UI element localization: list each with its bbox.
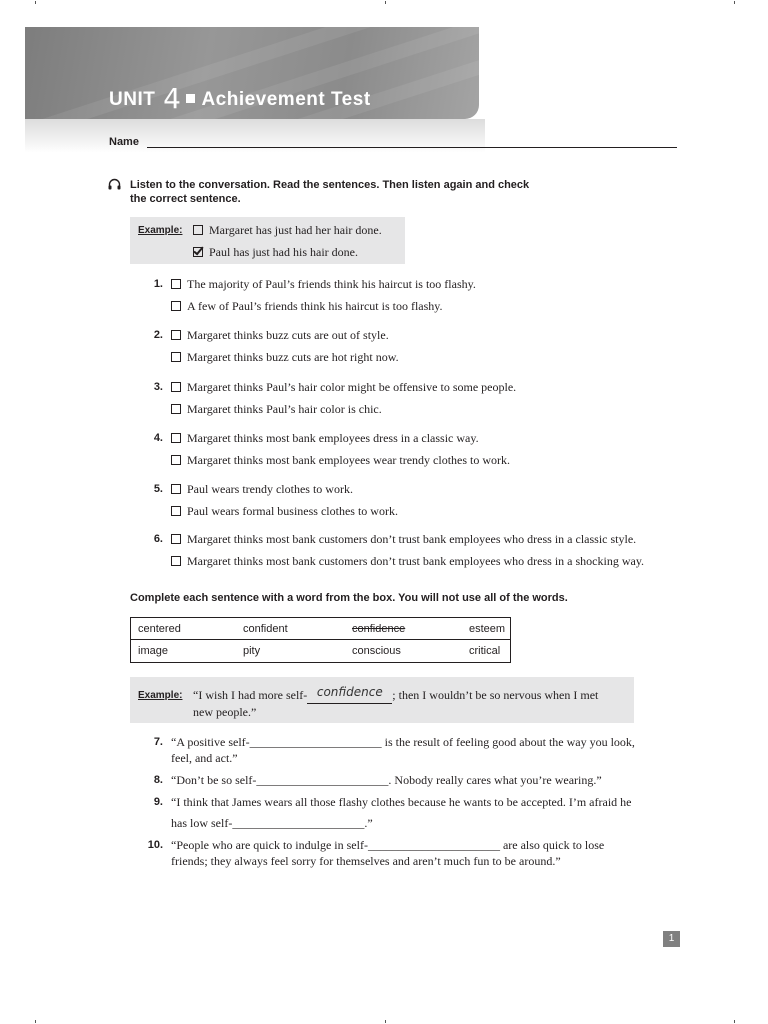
section2-instruction: Complete each sentence with a word from the box. You will not use all of the words.: [130, 592, 568, 604]
question-number: 1.: [153, 278, 163, 290]
question-3-option-b: Margaret thinks Paul’s hair color is chic.: [171, 402, 382, 417]
question-number: 8.: [153, 774, 163, 786]
word: image: [138, 645, 168, 657]
question-6-option-a: Margaret thinks most bank customers don’t trust bank employees who dress in a classic style.: [171, 532, 636, 547]
page-number: 1: [663, 931, 680, 947]
question-number: 5.: [153, 483, 163, 495]
checkbox[interactable]: [171, 506, 181, 516]
crop-mark: [734, 1, 735, 4]
unit-label: UNIT: [109, 89, 156, 110]
question-number: 6.: [153, 533, 163, 545]
checkbox[interactable]: [171, 484, 181, 494]
question-10-line1[interactable]: “People who are quick to indulge in self-______________________ are also quick to lose: [171, 838, 605, 852]
question-8-line1[interactable]: “Don’t be so self-______________________. Nobody really cares what you’re wearing.”: [171, 773, 602, 787]
question-6-option-b: Margaret thinks most bank customers don’t trust bank employees who dress in a shocking way.: [171, 554, 644, 569]
name-label: Name: [109, 136, 139, 148]
crop-mark: [734, 1020, 735, 1023]
question-3-option-a: Margaret thinks Paul’s hair color might be offensive to some people.: [171, 380, 516, 395]
checkbox[interactable]: [171, 556, 181, 566]
word-box: [130, 617, 511, 663]
word-crossed-out: confidence: [352, 623, 406, 635]
crop-mark: [385, 1, 386, 4]
example-option-b: Paul has just had his hair done.: [193, 245, 358, 260]
word: conscious: [352, 645, 401, 657]
checkbox[interactable]: [171, 534, 181, 544]
question-number: 4.: [153, 432, 163, 444]
test-title: Achievement Test: [201, 89, 371, 110]
example-option-a: Margaret has just had her hair done.: [193, 223, 382, 238]
example-answer: confidence: [316, 685, 383, 699]
question-2-option-b: Margaret thinks buzz cuts are hot right now.: [171, 350, 399, 365]
crop-mark: [35, 1020, 36, 1023]
question-number: 10.: [147, 839, 163, 851]
question-number: 2.: [153, 329, 163, 341]
checkbox[interactable]: [171, 330, 181, 340]
section1-instruction: Listen to the conversation. Read the sentences. Then listen again and check the correct sentence.: [130, 179, 530, 205]
question-4-option-b: Margaret thinks most bank employees wear trendy clothes to work.: [171, 453, 510, 468]
question-10-line2: friends; they always feel sorry for themselves and aren’t much fun to be around.”: [171, 854, 561, 868]
checkbox[interactable]: [171, 382, 181, 392]
question-number: 9.: [153, 796, 163, 808]
question-2-option-a: Margaret thinks buzz cuts are out of style.: [171, 328, 389, 343]
checkbox[interactable]: [171, 301, 181, 311]
question-number: 3.: [153, 381, 163, 393]
word: critical: [469, 645, 501, 657]
checkbox[interactable]: [193, 225, 203, 235]
question-number: 7.: [153, 736, 163, 748]
question-1-option-a: The majority of Paul’s friends think his haircut is too flashy.: [171, 277, 476, 292]
crop-mark: [385, 1020, 386, 1023]
question-5-option-b: Paul wears formal business clothes to work.: [171, 504, 398, 519]
word: esteem: [469, 623, 506, 635]
headphones-icon: [108, 178, 121, 190]
unit-number: 4: [163, 82, 182, 115]
example-sentence: “I wish I had more self- confidence ; then I wouldn’t be so nervous when I met: [193, 685, 599, 702]
checkbox[interactable]: [171, 279, 181, 289]
example-label: Example:: [138, 225, 183, 236]
word: confident: [243, 623, 288, 635]
checkbox[interactable]: [171, 404, 181, 414]
question-4-option-a: Margaret thinks most bank employees dress in a classic way.: [171, 431, 479, 446]
question-9-line2[interactable]: has low self-______________________.”: [171, 816, 373, 830]
name-field[interactable]: [147, 147, 677, 148]
example-label: Example:: [138, 690, 183, 701]
crop-mark: [35, 1, 36, 4]
question-7-line1[interactable]: “A positive self-______________________ is the result of feeling good about the way you look,: [171, 735, 635, 749]
question-7-line2: feel, and act.”: [171, 751, 238, 765]
question-1-option-b: A few of Paul’s friends think his haircut is too flashy.: [171, 299, 443, 314]
checkbox[interactable]: [171, 352, 181, 362]
square-bullet-icon: [186, 94, 195, 103]
checkbox[interactable]: [171, 455, 181, 465]
word: centered: [138, 623, 181, 635]
checkbox-checked[interactable]: [193, 247, 203, 257]
word: pity: [243, 645, 261, 657]
question-9-line1: “I think that James wears all those flashy clothes because he wants to be accepted. I’m afraid he: [171, 795, 632, 809]
example-sentence-line2: new people.”: [193, 705, 257, 719]
checkbox[interactable]: [171, 433, 181, 443]
question-5-option-a: Paul wears trendy clothes to work.: [171, 482, 353, 497]
page-title: [109, 82, 371, 115]
